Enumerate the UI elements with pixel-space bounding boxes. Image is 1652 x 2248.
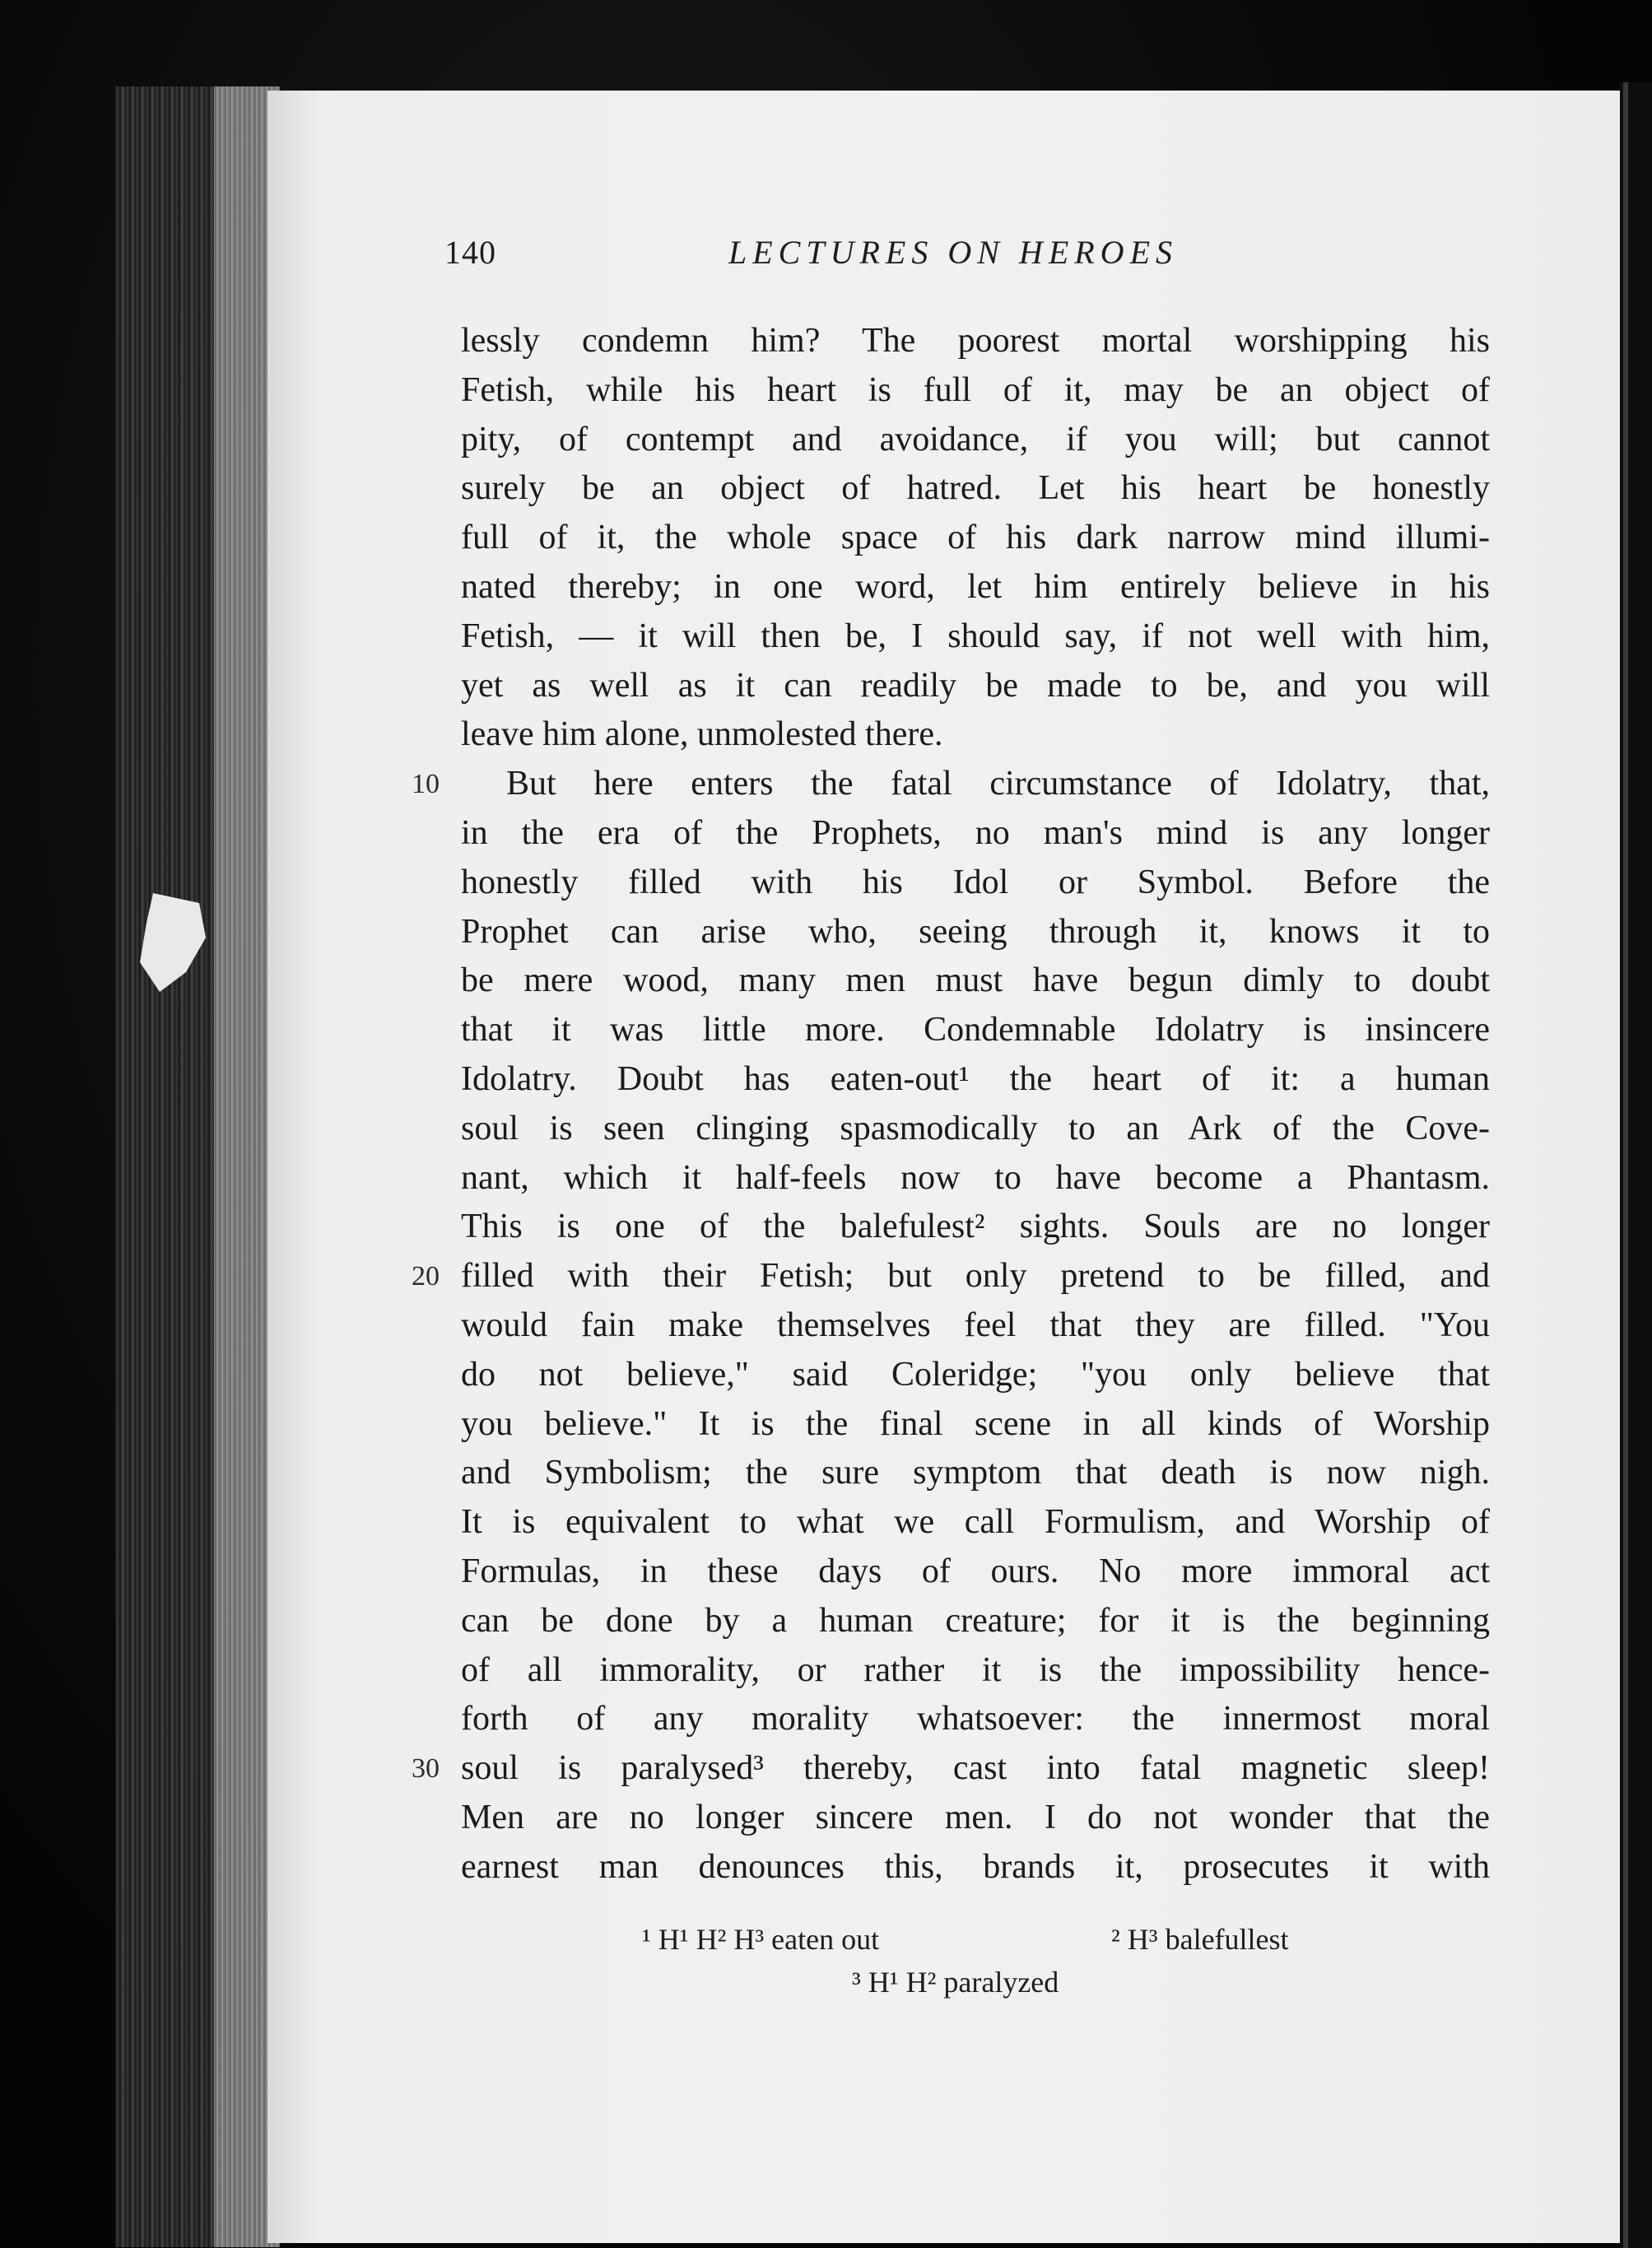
text-line — [461, 1105, 1490, 1154]
footnote-2: ² H³ balefullest — [1111, 1923, 1289, 1956]
line-text: lessly condemn him? The poorest mortal worshipping his — [461, 322, 1490, 360]
footnotes — [642, 1918, 1383, 2004]
line-text: Fetish, while his heart is full of it, may be an object of — [461, 370, 1490, 409]
text-line — [461, 710, 1490, 760]
text-line — [461, 1498, 1490, 1548]
text-line — [461, 612, 1490, 662]
line-text: Fetish, — it will then be, I should say, if not well with him, — [461, 617, 1490, 655]
line-text: soul is paralysed³ thereby, cast into fatal magnetic sleep! — [461, 1749, 1490, 1788]
text-line — [461, 1055, 1490, 1105]
text-line — [461, 1646, 1490, 1696]
line-text: filled with their Fetish; but only pretend to be filled, and — [461, 1257, 1490, 1296]
text-line — [461, 366, 1490, 416]
text-line — [461, 1154, 1490, 1203]
text-line — [461, 317, 1490, 366]
line-text: you believe." It is the final scene in all kinds of Worship — [461, 1404, 1490, 1443]
text-line — [412, 1252, 1490, 1301]
text-line — [461, 416, 1490, 465]
text-line — [461, 563, 1490, 612]
text-line — [461, 1695, 1490, 1744]
line-text: surely be an object of hatred. Let his heart be honestly — [461, 469, 1490, 508]
text-line — [461, 1449, 1490, 1498]
line-text: would fain make themselves feel that they are filled. "You — [461, 1306, 1490, 1344]
line-text: nant, which it half-feels now to have become a Phantasm. — [461, 1158, 1490, 1197]
line-text: Idolatry. Doubt has eaten-out¹ the heart of it: a human — [461, 1059, 1490, 1098]
text-line — [461, 1843, 1490, 1892]
text-line — [461, 1301, 1490, 1351]
line-text: nated thereby; in one word, let him entirely believe in his — [461, 567, 1490, 606]
footnote-1: ¹ H¹ H² H³ eaten out — [642, 1923, 880, 1956]
text-line — [412, 1744, 1490, 1794]
line-text: honestly filled with his Idol or Symbol. Before the — [461, 863, 1490, 901]
text-line — [461, 662, 1490, 711]
line-text: do not believe," said Coleridge; "you only believe that — [461, 1355, 1490, 1394]
line-number: 20 — [412, 1261, 440, 1292]
line-text: Prophet can arise who, seeing through it, knows it to — [461, 912, 1490, 951]
line-text: and Symbolism; the sure symptom that death is now nigh. — [461, 1454, 1490, 1492]
text-line — [461, 514, 1490, 563]
line-text: be mere wood, many men must have begun dimly to doubt — [461, 961, 1490, 1000]
line-text: Formulas, in these days of ours. No more immoral act — [461, 1552, 1490, 1590]
line-text: of all immorality, or rather it is the impossibility hence- — [461, 1650, 1490, 1689]
running-title: LECTURES ON HEROES — [728, 234, 1178, 271]
line-text: But here enters the fatal circumstance of Idolatry, that, — [506, 765, 1490, 803]
text-line — [412, 760, 1490, 809]
body-text — [412, 317, 1490, 1892]
line-text: forth of any morality whatsoever: the innermost moral — [461, 1700, 1490, 1738]
line-number: 30 — [412, 1753, 440, 1785]
text-line — [461, 956, 1490, 1006]
line-text: leave him alone, unmolested there. — [461, 715, 943, 754]
line-number: 10 — [412, 769, 440, 800]
text-line — [461, 464, 1490, 514]
page-number: 140 — [444, 234, 496, 271]
text-line — [461, 1203, 1490, 1252]
line-text: This is one of the balefulest² sights. Souls are no longer — [461, 1208, 1490, 1246]
line-text: yet as well as it can readily be made to be, and you will — [461, 666, 1490, 705]
text-line — [461, 1400, 1490, 1450]
text-line — [461, 859, 1490, 908]
facing-page-edge — [1620, 82, 1652, 2248]
text-line — [461, 1548, 1490, 1597]
text-line — [461, 809, 1490, 859]
text-line — [461, 908, 1490, 957]
footnote-row — [642, 1918, 1383, 1961]
text-line — [461, 1351, 1490, 1400]
text-line — [461, 1794, 1490, 1843]
line-text: in the era of the Prophets, no man's mind is any longer — [461, 813, 1490, 852]
page-header — [0, 233, 1652, 282]
line-text: can be done by a human creature; for it is the beginning — [461, 1601, 1490, 1640]
text-line — [461, 1006, 1490, 1055]
line-text: soul is seen clinging spasmodically to an Ark of the Cove- — [461, 1109, 1490, 1147]
line-text: that it was little more. Condemnable Idolatry is insincere — [461, 1011, 1490, 1050]
line-text: earnest man denounces this, brands it, prosecutes it with — [461, 1847, 1490, 1886]
book-page-edges — [115, 86, 280, 2247]
line-text: Men are no longer sincere men. I do not wonder that the — [461, 1798, 1490, 1836]
text-line — [461, 1597, 1490, 1646]
footnote-row — [642, 1961, 1383, 2004]
footnote-3: ³ H¹ H² paralyzed — [852, 1966, 1059, 1999]
line-text: It is equivalent to what we call Formulism, and Worship of — [461, 1503, 1490, 1542]
line-text: full of it, the whole space of his dark narrow mind illumi- — [461, 519, 1490, 557]
line-text: pity, of contempt and avoidance, if you will; but cannot — [461, 420, 1490, 458]
